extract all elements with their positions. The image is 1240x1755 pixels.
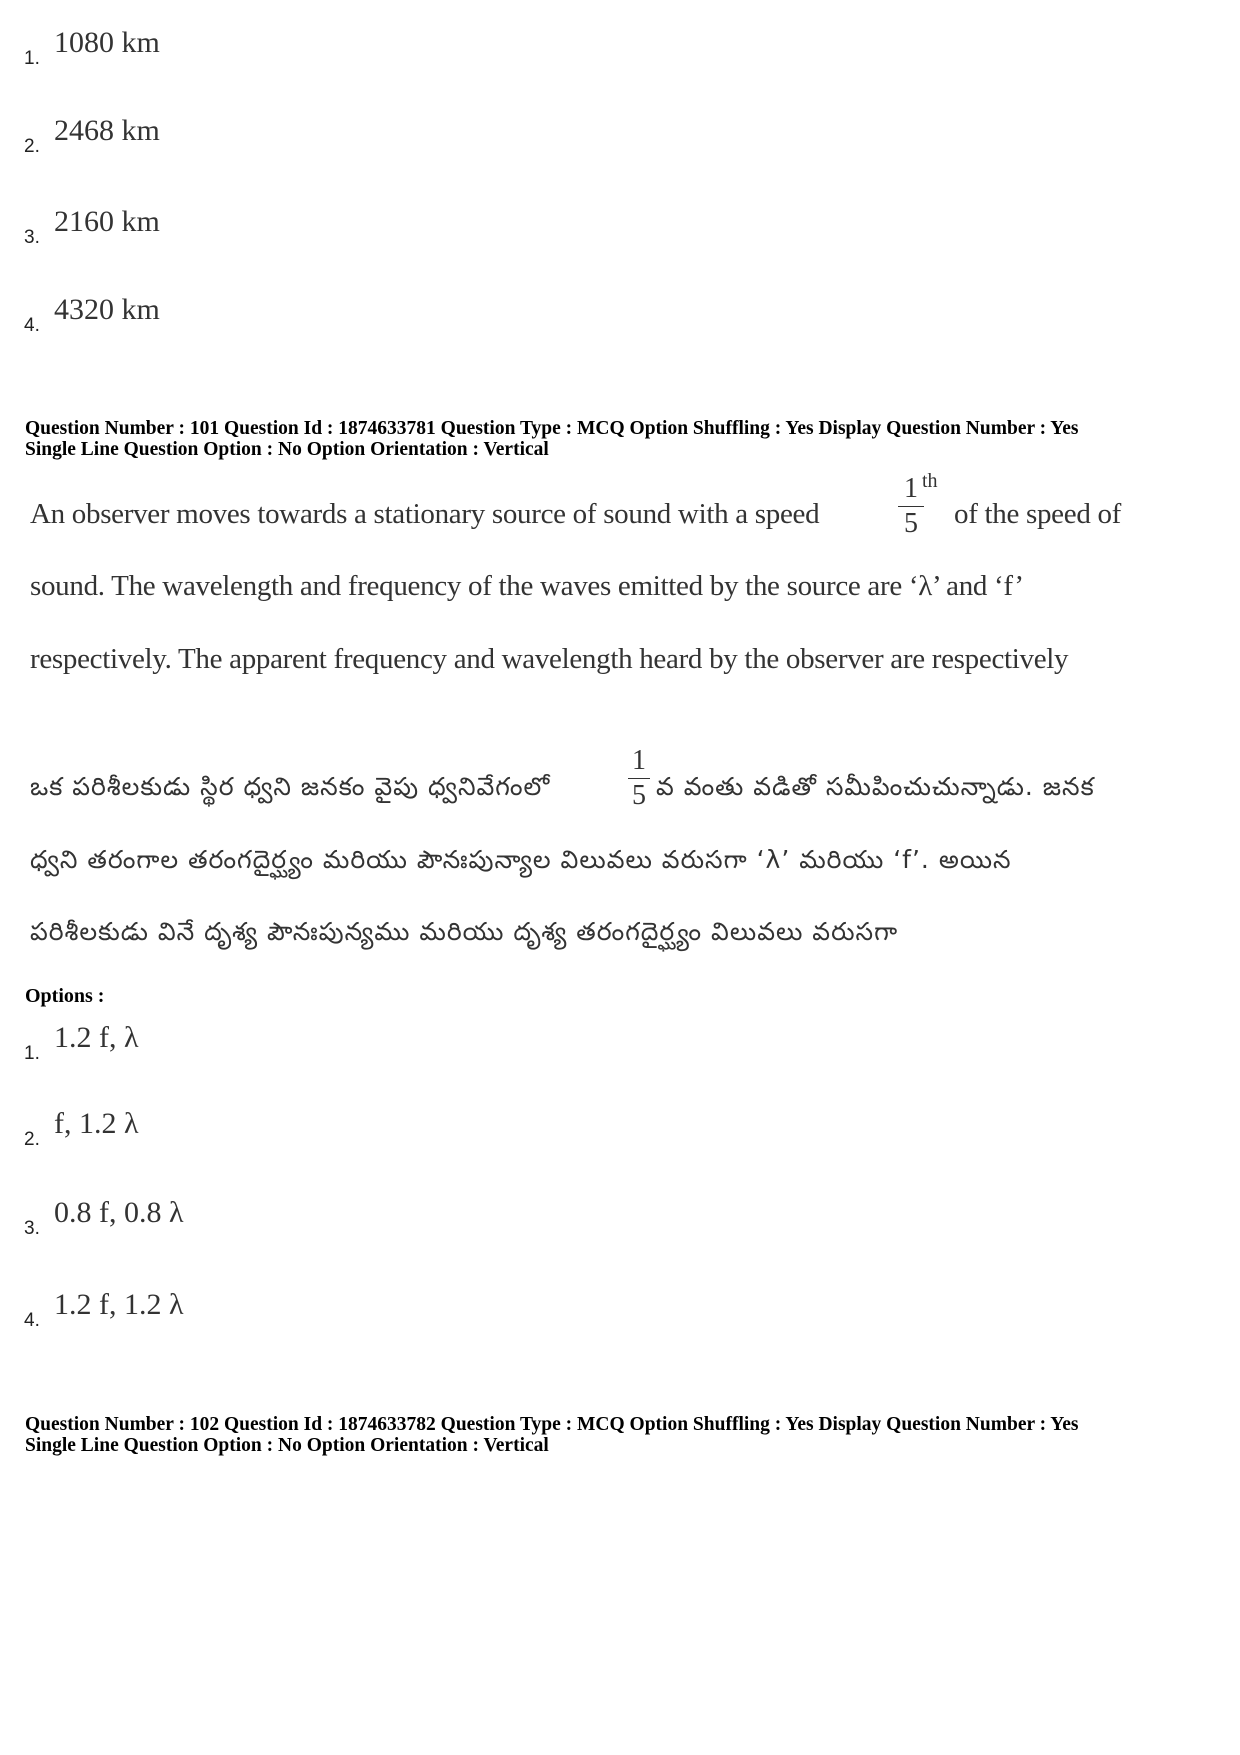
option-value: 2468 km (54, 114, 160, 147)
question-text-en-line-1a: An observer moves towards a stationary source of sound with a speed (30, 498, 820, 530)
option-value: 1080 km (54, 26, 160, 59)
option-number: 4. (24, 1310, 40, 1331)
question-text-te-line-1a: ఒక పరిశీలకుడు స్థిర ధ్వని జనకం వైపు ధ్వనివేగంలో (30, 772, 551, 801)
option-number: 2. (24, 136, 40, 157)
option-number: 2. (24, 1129, 40, 1150)
fraction-numerator: 1 (904, 473, 918, 504)
fraction-one-fifth-te (628, 746, 650, 811)
option-value: f, 1.2 λ (54, 1107, 139, 1140)
fraction-bar (628, 778, 650, 779)
prev-option-1[interactable] (24, 20, 724, 70)
fraction-denominator: 5 (632, 780, 646, 811)
prev-option-2[interactable] (24, 108, 724, 158)
question-meta-102 (25, 1414, 1225, 1456)
option-number: 3. (24, 1218, 40, 1239)
q101-option-2[interactable] (24, 1101, 724, 1151)
option-value: 0.8 f, 0.8 λ (54, 1196, 184, 1229)
question-text-te-line-3: పరిశీలకుడు వినే దృశ్య పౌనఃపున్యము మరియు దృశ్య తరంగదైర్ఘ్యం విలువలు వరుసగా (30, 917, 899, 946)
option-value: 1.2 f, λ (54, 1021, 139, 1054)
fraction-numerator: 1 (632, 745, 646, 776)
option-value: 1.2 f, 1.2 λ (54, 1288, 184, 1321)
prev-option-3[interactable] (24, 199, 724, 249)
fraction-one-fifth-en (898, 474, 924, 539)
question-meta-101 (25, 418, 1225, 460)
prev-option-4[interactable] (24, 287, 724, 337)
question-text-te-line-1b: వ వంతు వడితో సమీపించుచున్నాడు. జనక (656, 772, 1095, 801)
option-number: 1. (24, 1043, 40, 1064)
q101-option-3[interactable] (24, 1190, 724, 1240)
option-number: 3. (24, 227, 40, 248)
meta-line-1: Question Number : 101 Question Id : 1874633781 Question Type : MCQ Option Shuffling : Yes Display Question Number : Yes (25, 418, 1079, 439)
fraction-bar (898, 506, 924, 507)
option-value: 2160 km (54, 205, 160, 238)
meta-line-1: Question Number : 102 Question Id : 1874633782 Question Type : MCQ Option Shuffling : Yes Display Question Number : Yes (25, 1414, 1079, 1435)
option-number: 4. (24, 315, 40, 336)
question-text-en-line-2: sound. The wavelength and frequency of the waves emitted by the source are ‘λ’ and ‘f’ (30, 570, 1024, 602)
question-text-te-line-2: ధ్వని తరంగాల తరంగదైర్ఘ్యం మరియు పౌనఃపున్యాల విలువలు వరుసగా ‘λ’ మరియు ‘f’. అయిన (30, 845, 1012, 874)
meta-line-2: Single Line Question Option : No Option Orientation : Vertical (25, 439, 549, 460)
fraction-denominator: 5 (904, 508, 918, 539)
meta-line-2: Single Line Question Option : No Option Orientation : Vertical (25, 1435, 549, 1456)
q101-option-1[interactable] (24, 1015, 724, 1065)
option-value: 4320 km (54, 293, 160, 326)
q101-option-4[interactable] (24, 1282, 724, 1332)
question-text-en-line-3: respectively. The apparent frequency and wavelength heard by the observer are respectively (30, 643, 1069, 675)
question-text-en-line-1b: of the speed of (954, 498, 1122, 530)
options-label: Options : (25, 985, 105, 1007)
option-number: 1. (24, 48, 40, 69)
superscript-th: th (922, 470, 938, 492)
